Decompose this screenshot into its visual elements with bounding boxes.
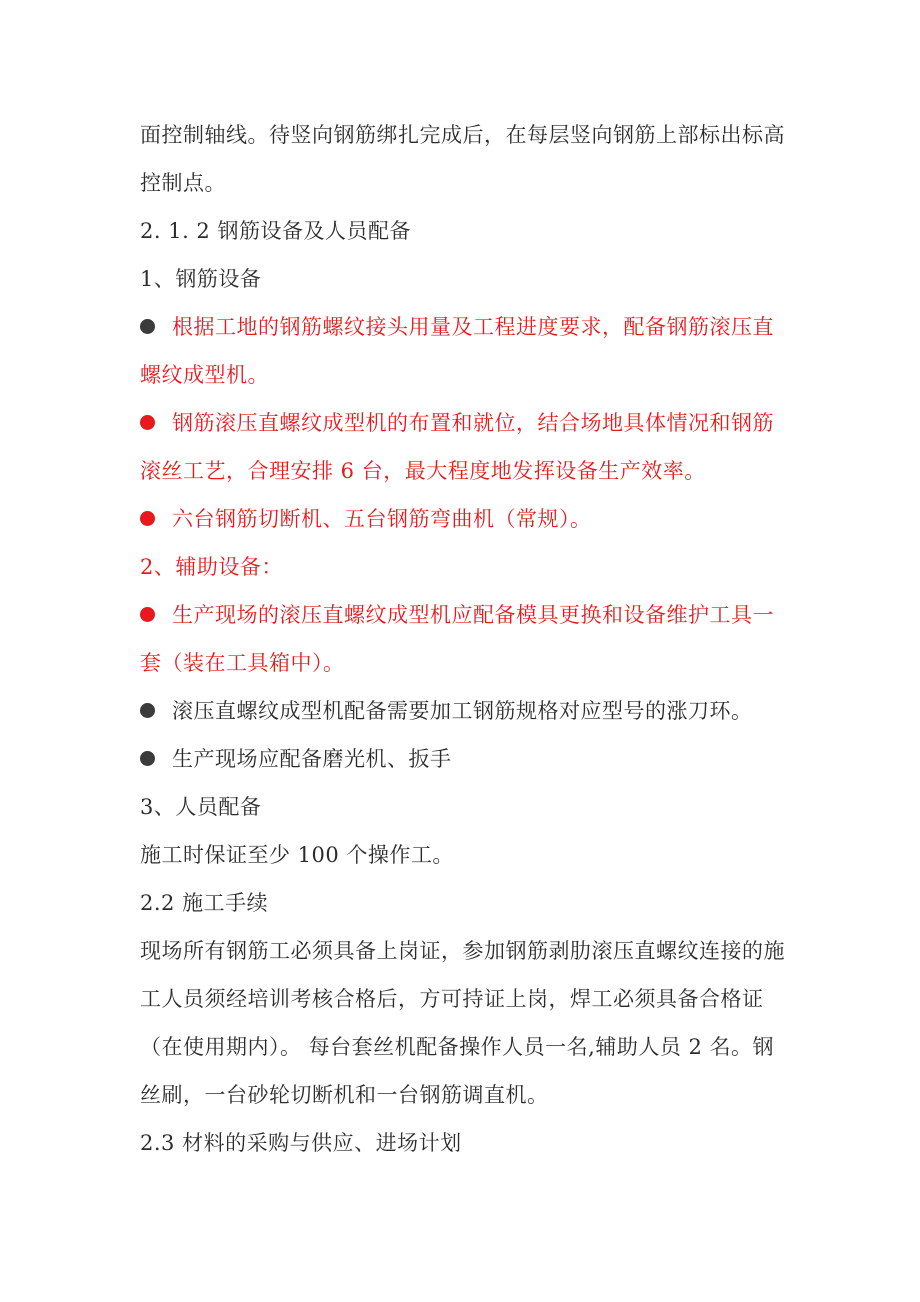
line-text: 1、钢筋设备 [140,267,262,291]
bullet-dot-icon [140,607,155,622]
paragraph-line [140,1023,785,1071]
line-text: 螺纹成型机。 [140,363,269,387]
bullet-dot-icon [140,415,155,430]
bullet-dot-icon [140,703,155,718]
paragraph-line [140,351,785,399]
bullet-paragraph-line [140,495,785,543]
line-text: 钢筋滚压直螺纹成型机的布置和就位，结合场地具体情况和钢筋 [172,411,774,435]
paragraph-line [140,255,785,303]
paragraph-line [140,447,785,495]
line-text: 生产现场应配备磨光机、扳手 [172,747,452,771]
paragraph-line [140,927,785,975]
paragraph-line [140,783,785,831]
line-text: 控制点。 [140,171,226,195]
paragraph-line [140,543,785,591]
line-text: （在使用期内）。 每台套丝机配备操作人员一名,辅助人员 2 名。钢 [140,1035,775,1059]
paragraph-line [140,1119,785,1167]
bullet-dot-icon [140,751,155,766]
line-text: 滚压直螺纹成型机配备需要加工钢筋规格对应型号的涨刀环。 [172,699,753,723]
line-text: 滚丝工艺，合理安排 6 台，最大程度地发挥设备生产效率。 [140,459,706,483]
bullet-dot-icon [140,511,155,526]
line-text: 根据工地的钢筋螺纹接头用量及工程进度要求，配备钢筋滚压直 [172,315,774,339]
line-text: 丝刷，一台砂轮切断机和一台钢筋调直机。 [140,1083,549,1107]
bullet-dot-icon [140,319,155,334]
line-text: 2.3 材料的采购与供应、进场计划 [140,1131,462,1155]
paragraph-line [140,111,785,159]
bullet-paragraph-line [140,735,785,783]
document-body [140,111,785,1167]
paragraph-line [140,831,785,879]
paragraph-line [140,1071,785,1119]
paragraph-line [140,159,785,207]
bullet-paragraph-line [140,399,785,447]
paragraph-line [140,639,785,687]
line-text: 工人员须经培训考核合格后，方可持证上岗，焊工必须具备合格证 [140,987,764,1011]
line-text: 六台钢筋切断机、五台钢筋弯曲机（常规）。 [172,507,592,531]
paragraph-line [140,879,785,927]
paragraph-line [140,975,785,1023]
line-text: 2.2 施工手续 [140,891,269,915]
bullet-paragraph-line [140,591,785,639]
line-text: 套（装在工具箱中）。 [140,651,345,675]
bullet-paragraph-line [140,303,785,351]
line-text: 面控制轴线。待竖向钢筋绑扎完成后，在每层竖向钢筋上部标出标高 [140,123,785,147]
paragraph-line [140,207,785,255]
bullet-paragraph-line [140,687,785,735]
line-text: 2、辅助设备： [140,555,283,579]
line-text: 生产现场的滚压直螺纹成型机应配备模具更换和设备维护工具一 [172,603,774,627]
line-text: 3、人员配备 [140,795,262,819]
line-text: 施工时保证至少 100 个操作工。 [140,843,454,867]
line-text: 现场所有钢筋工必须具备上岗证，参加钢筋剥肋滚压直螺纹连接的施 [140,939,785,963]
line-text: 2. 1. 2 钢筋设备及人员配备 [140,219,411,243]
